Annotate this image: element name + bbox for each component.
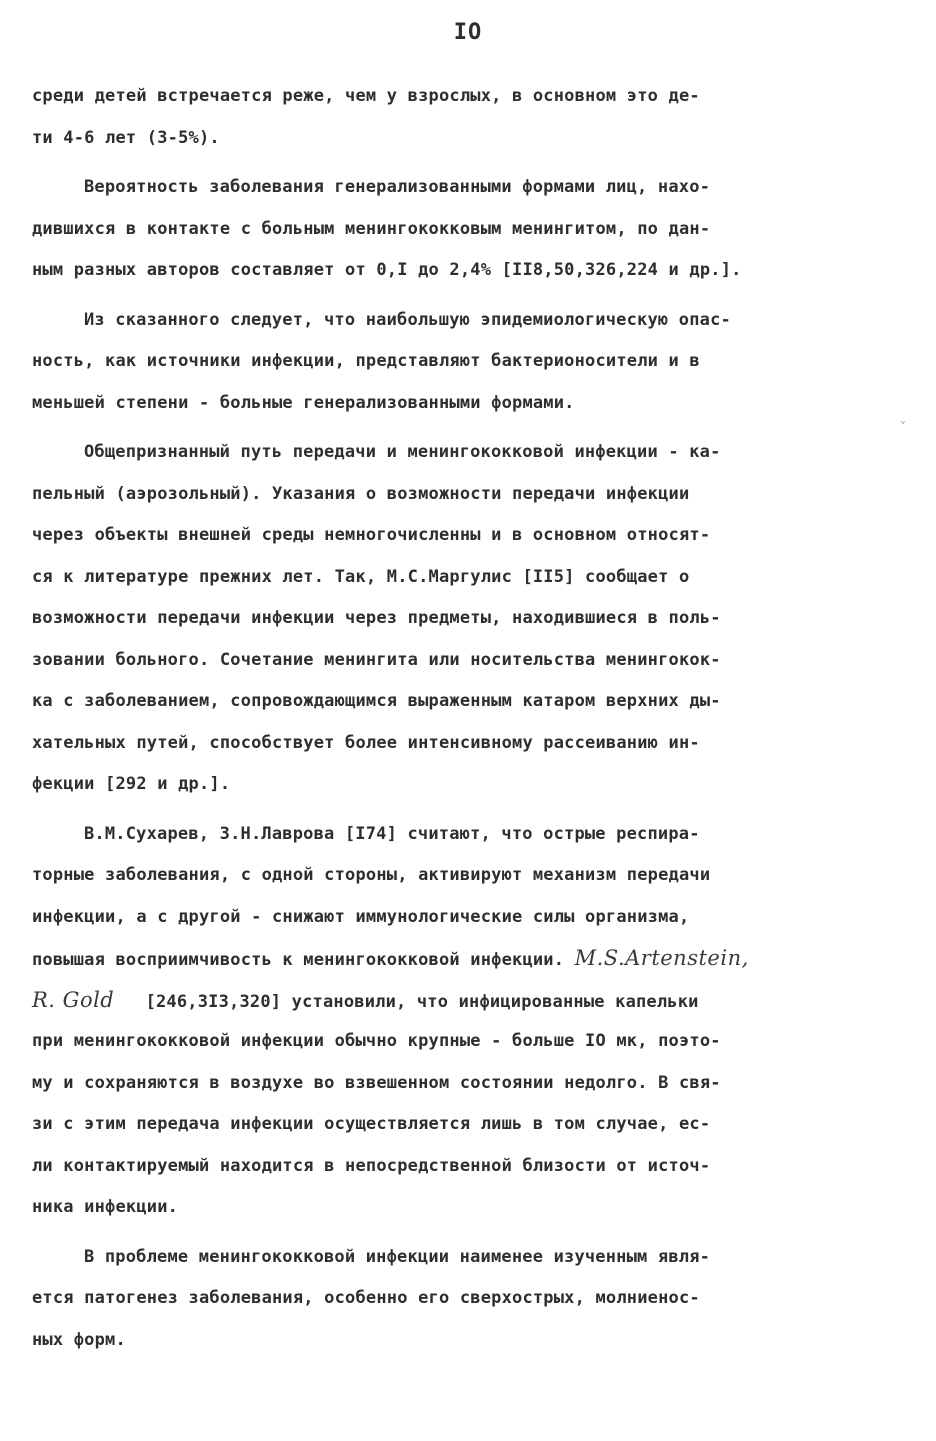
text-line (32, 76, 892, 118)
text-line (32, 1021, 892, 1063)
line-text: ется патогенез заболевания, особенно его сверхострых, молниенос- (32, 1288, 700, 1308)
text-line (32, 1146, 892, 1188)
line-text: Вероятность заболевания генерализованными формами лиц, нахо- (84, 177, 711, 197)
line-text: Общепризнанный путь передачи и менингококковой инфекции - ка- (84, 442, 721, 462)
line-text: ти 4-6 лет (3-5%). (32, 127, 220, 148)
text-line (32, 515, 892, 557)
text-line (32, 1063, 892, 1105)
text-line (32, 598, 892, 640)
text-line (32, 855, 892, 897)
text-line (32, 723, 892, 765)
text-line (32, 300, 892, 342)
margin-mark: ˅ (900, 420, 906, 434)
line-text: [246,3I3,320] установили, что инфицированные капельки (145, 991, 699, 1012)
line-text: ника инфекции. (32, 1197, 179, 1217)
text-line (32, 1187, 892, 1229)
text-line (32, 1278, 892, 1320)
handwritten-insert: M.S.Artenstein, (574, 946, 749, 970)
text-line (32, 341, 892, 383)
line-text: Из сказанного следует, что наибольшую эпидемиологическую опас- (84, 309, 731, 330)
text-line (32, 980, 892, 1022)
line-text: зи с этим передача инфекции осуществляется лишь в том случае, ес- (32, 1114, 711, 1134)
text-line (32, 897, 892, 939)
text-line (32, 640, 892, 682)
handwritten-insert: R. Gold (32, 987, 115, 1012)
text-line (32, 167, 892, 209)
paragraph-gap (32, 806, 892, 814)
line-text: дившихся в контакте с больным менингококковым менингитом, по дан- (32, 218, 711, 239)
text-line (32, 1320, 892, 1362)
line-text: В.М.Сухарев, З.Н.Лаврова [I74] считают, что острые респира- (84, 823, 700, 844)
text-line (32, 557, 892, 599)
line-text: при менингококковой инфекции обычно крупные - больше IO мк, поэто- (32, 1031, 721, 1051)
line-text: ся к литературе прежних лет. Так, М.С.Маргулис [II5] сообщает о (32, 566, 690, 587)
text-line (32, 383, 892, 425)
line-text: фекции [292 и др.]. (32, 774, 231, 794)
page-number: IO (453, 20, 483, 45)
text-line (32, 814, 892, 856)
line-text: ли контактируемый находится в непосредственной близости от источ- (32, 1155, 711, 1176)
line-text: повышая восприимчивость к менингококковой инфекции. (32, 950, 565, 970)
text-line (32, 764, 892, 806)
paragraph-gap (32, 424, 892, 432)
line-text: зовании больного. Сочетание менингита или носительства менингокок- (32, 649, 721, 670)
paragraph-gap (32, 159, 892, 167)
line-text: торные заболевания, с одной стороны, активируют механизм передачи (32, 865, 711, 885)
text-line (32, 1104, 892, 1146)
line-text: через объекты внешней среды немногочисленны и в основном относят- (32, 525, 711, 545)
paragraph-gap (32, 1229, 892, 1237)
line-text: возможности передачи инфекции через предметы, находившиеся в поль- (32, 608, 721, 628)
text-line (32, 432, 892, 474)
line-text: ность, как источники инфекции, представляют бактерионосители и в (32, 351, 700, 371)
text-line (32, 250, 892, 292)
paragraph-gap (32, 292, 892, 300)
line-text: среди детей встречается реже, чем у взрослых, в основном это де- (32, 86, 700, 106)
text-line (32, 938, 892, 980)
line-text: ных форм. (32, 1329, 126, 1350)
body-text (32, 76, 892, 1361)
line-text: пельный (аэрозольный). Указания о возможности передачи инфекции (32, 483, 690, 504)
text-line (32, 209, 892, 251)
line-text: меньшей степени - больные генерализованными формами. (32, 392, 575, 413)
line-text: инфекции, а с другой - снижают иммунологические силы организма, (32, 906, 690, 927)
line-text: му и сохраняются в воздухе во взвешенном состоянии недолго. В свя- (32, 1072, 721, 1093)
text-line (32, 118, 892, 160)
text-line (32, 1237, 892, 1279)
line-text: ным разных авторов составляет от 0,I до 2,4% [II8,50,326,224 и др.]. (32, 260, 742, 280)
text-line (32, 474, 892, 516)
line-text: ка с заболеванием, сопровождающимся выраженным катаром верхних ды- (32, 691, 721, 711)
line-text: хательных путей, способствует более интенсивному рассеиванию ин- (32, 732, 700, 753)
line-text: В проблеме менингококковой инфекции наименее изученным явля- (84, 1246, 711, 1267)
text-line (32, 681, 892, 723)
